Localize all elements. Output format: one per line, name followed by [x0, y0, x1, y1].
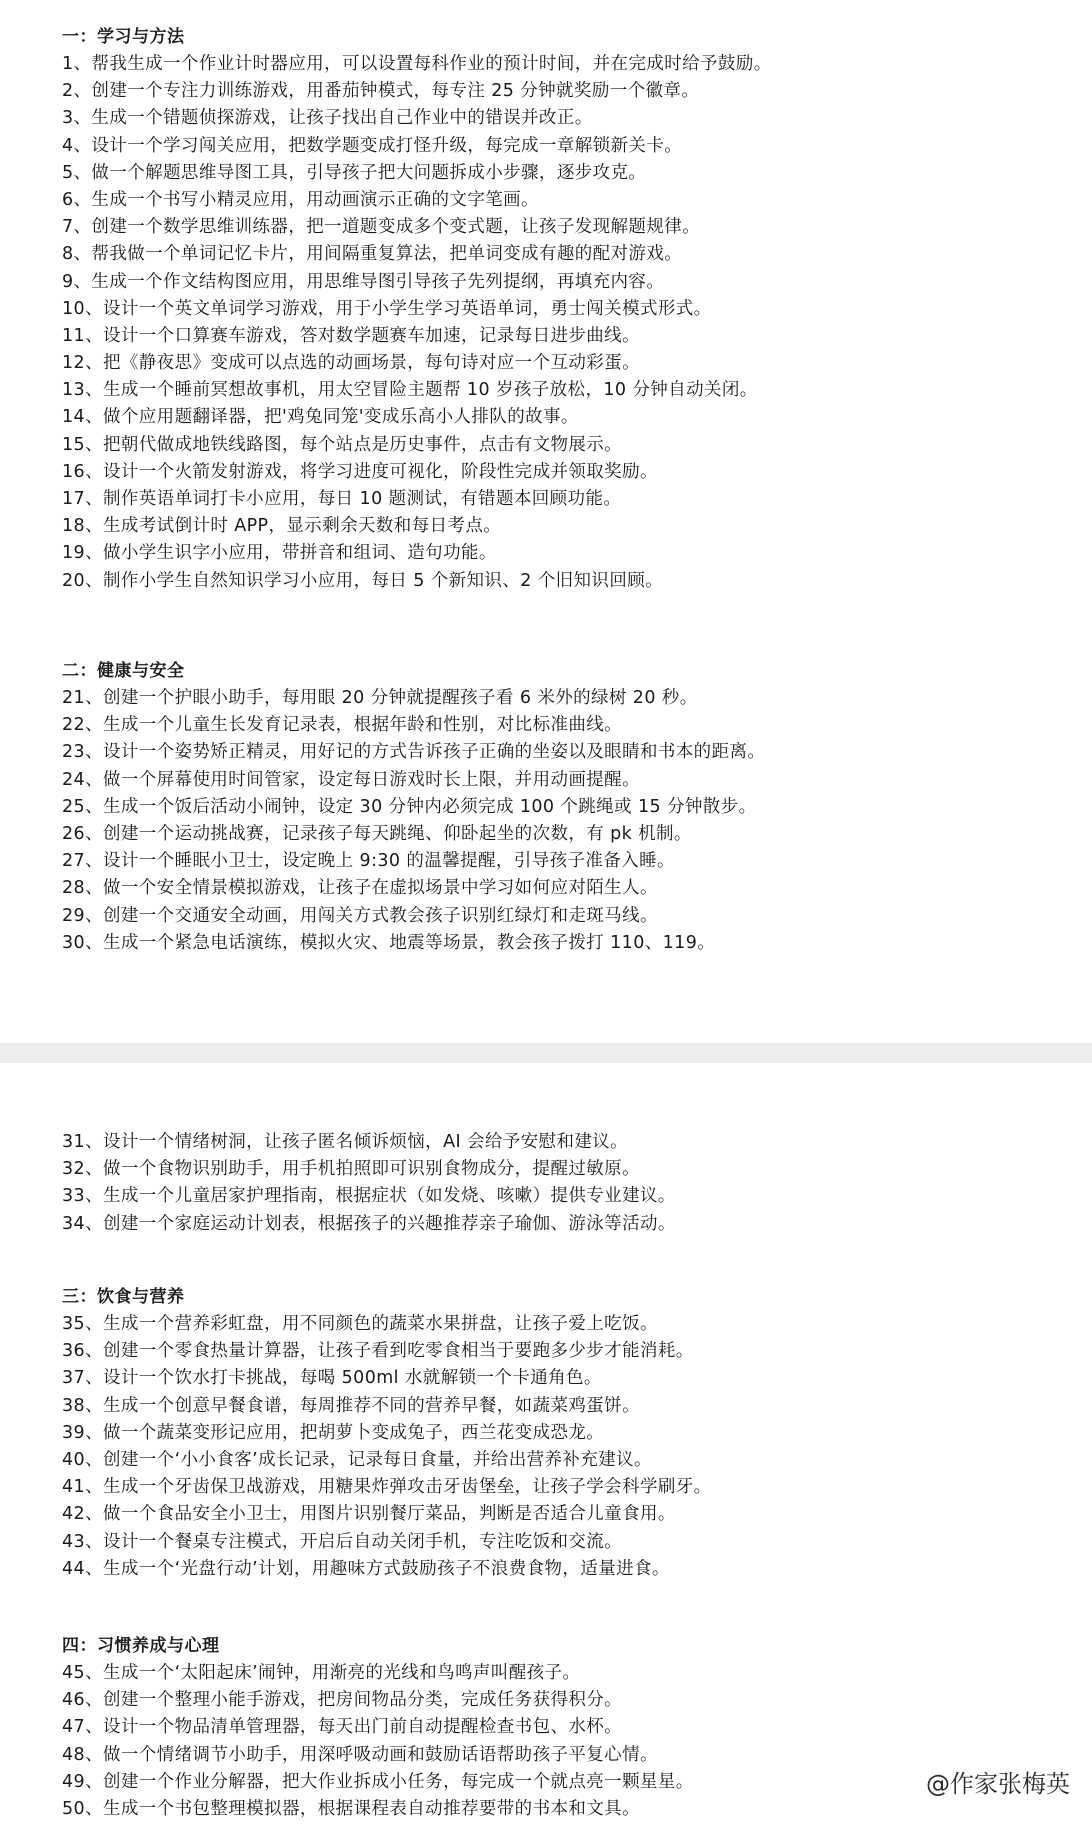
list-item: 9、生成一个作文结构图应用，用思维导图引导孩子先列提纲，再填充内容。: [62, 271, 665, 292]
list-item: 48、做一个情绪调节小助手，用深呼吸动画和鼓励话语帮助孩子平复心情。: [62, 1744, 658, 1765]
list-item: 14、做个应用题翻译器，把'鸡兔同笼'变成乐高小人排队的故事。: [62, 407, 579, 428]
list-item: 28、做一个安全情景模拟游戏，让孩子在虚拟场景中学习如何应对陌生人。: [62, 878, 658, 899]
list-item: 5、做一个解题思维导图工具，引导孩子把大问题拆成小步骤，逐步攻克。: [62, 162, 647, 183]
list-item: 39、做一个蔬菜变形记应用，把胡萝卜变成兔子，西兰花变成恐龙。: [62, 1422, 605, 1443]
list-item: 49、创建一个作业分解器，把大作业拆成小任务，每完成一个就点亮一颗星星。: [62, 1771, 694, 1792]
item-list: [62, 1660, 1072, 1823]
list-item: 50、生成一个书包整理模拟器，根据课程表自动推荐要带的书本和文具。: [62, 1798, 640, 1819]
list-item: 16、设计一个火箭发射游戏，将学习进度可视化，阶段性完成并领取奖励。: [62, 461, 658, 482]
section-heading: 四：习惯养成与心理: [62, 1636, 220, 1656]
list-item: 15、把朝代做成地铁线路图，每个站点是历史事件，点击有文物展示。: [62, 434, 623, 455]
section-heading: 三：饮食与营养: [62, 1287, 185, 1307]
list-item: 44、生成一个‘光盘行动’计划，用趣味方式鼓励孩子不浪费食物，适量进食。: [62, 1558, 670, 1579]
section-learning-methods: [62, 24, 1072, 595]
section-diet-nutrition: [62, 1284, 1072, 1583]
list-item: 31、设计一个情绪树洞，让孩子匿名倾诉烦恼，AI 会给予安慰和建议。: [62, 1132, 629, 1152]
list-item: 11、设计一个口算赛车游戏，答对数学题赛车加速，记录每日进步曲线。: [62, 325, 640, 346]
section-heading: 一：学习与方法: [62, 27, 185, 47]
list-item: 38、生成一个创意早餐食谱，每周推荐不同的营养早餐，如蔬菜鸡蛋饼。: [62, 1395, 640, 1416]
list-item: 2、创建一个专注力训练游戏，用番茄钟模式，每专注 25 分钟就奖励一个徽章。: [62, 81, 700, 102]
section-health-safety: [62, 658, 1072, 957]
list-item: 21、创建一个护眼小助手，每用眼 20 分钟就提醒孩子看 6 米外的绿树 20 秒。: [62, 688, 698, 708]
list-item: 45、生成一个‘太阳起床’闹钟，用渐亮的光线和鸟鸣声叫醒孩子。: [62, 1663, 581, 1683]
list-item: 34、创建一个家庭运动计划表，根据孩子的兴趣推荐亲子瑜伽、游泳等活动。: [62, 1213, 676, 1234]
item-list: [62, 51, 1072, 595]
list-item: 43、设计一个餐桌专注模式，开启后自动关闭手机，专注吃饭和交流。: [62, 1531, 623, 1552]
item-list: [62, 685, 1072, 957]
list-item: 20、制作小学生自然知识学习小应用，每日 5 个新知识、2 个旧知识回顾。: [62, 570, 664, 591]
list-item: 35、生成一个营养彩虹盘，用不同颜色的蔬菜水果拼盘，让孩子爱上吃饭。: [62, 1314, 658, 1334]
list-item: 42、做一个食品安全小卫士，用图片识别餐厅菜品，判断是否适合儿童食用。: [62, 1504, 676, 1525]
list-item: 10、设计一个英文单词学习游戏，用于小学生学习英语单词，勇士闯关模式形式。: [62, 298, 712, 319]
item-list: [62, 1129, 1072, 1238]
section-health-safety-continued: [62, 1129, 1072, 1238]
list-item: 18、生成考试倒计时 APP，显示剩余天数和每日考点。: [62, 516, 502, 537]
list-item: 7、创建一个数学思维训练器，把一道题变成多个变式题，让孩子发现解题规律。: [62, 217, 701, 238]
list-item: 41、生成一个牙齿保卫战游戏，用糖果炸弹攻击牙齿堡垒，让孩子学会科学刷牙。: [62, 1477, 712, 1498]
list-item: 6、生成一个书写小精灵应用，用动画演示正确的文字笔画。: [62, 189, 539, 210]
list-item: 33、生成一个儿童居家护理指南，根据症状（如发烧、咳嗽）提供专业建议。: [62, 1186, 676, 1207]
list-item: 23、设计一个姿势矫正精灵，用好记的方式告诉孩子正确的坐姿以及眼睛和书本的距离。: [62, 742, 766, 763]
list-item: 37、设计一个饮水打卡挑战，每喝 500ml 水就解锁一个卡通角色。: [62, 1368, 602, 1389]
section-habits-psychology: [62, 1633, 1072, 1823]
list-item: 17、制作英语单词打卡小应用，每日 10 题测试，有错题本回顾功能。: [62, 489, 622, 509]
item-list: [62, 1311, 1072, 1583]
author-watermark: @作家张梅英: [922, 1769, 1074, 1799]
list-item: 12、把《静夜思》变成可以点选的动画场景，每句诗对应一个互动彩蛋。: [62, 353, 640, 374]
list-item: 19、做小学生识字小应用，带拼音和组词、造句功能。: [62, 543, 497, 564]
list-item: 3、生成一个错题侦探游戏，让孩子找出自己作业中的错误并改正。: [62, 108, 593, 129]
list-item: 26、创建一个运动挑战赛，记录孩子每天跳绳、仰卧起坐的次数，有 pk 机制。: [62, 823, 692, 844]
list-item: 46、创建一个整理小能手游戏，把房间物品分类，完成任务获得积分。: [62, 1690, 623, 1711]
list-item: 8、帮我做一个单词记忆卡片，用间隔重复算法，把单词变成有趣的配对游戏。: [62, 244, 683, 265]
list-item: 4、设计一个学习闯关应用，把数学题变成打怪升级，每完成一章解锁新关卡。: [62, 135, 683, 156]
list-item: 22、生成一个儿童生长发育记录表，根据年龄和性别，对比标准曲线。: [62, 715, 623, 736]
list-item: 24、做一个屏幕使用时间管家，设定每日游戏时长上限，并用动画提醒。: [62, 769, 640, 790]
screenshot-divider: [0, 1043, 1092, 1063]
section-heading: 二：健康与安全: [62, 661, 185, 681]
list-item: 47、设计一个物品清单管理器，每天出门前自动提醒检查书包、水杯。: [62, 1717, 623, 1738]
list-item: 40、创建一个‘小小食客’成长记录，记录每日食量，并给出营养补充建议。: [62, 1449, 652, 1470]
list-item: 29、创建一个交通安全动画，用闯关方式教会孩子识别红绿灯和走斑马线。: [62, 905, 658, 926]
list-item: 30、生成一个紧急电话演练，模拟火灾、地震等场景，教会孩子拨打 110、119。: [62, 932, 716, 953]
list-item: 27、设计一个睡眠小卫士，设定晚上 9:30 的温馨提醒，引导孩子准备入睡。: [62, 851, 675, 872]
list-item: 13、生成一个睡前冥想故事机，用太空冒险主题帮 10 岁孩子放松，10 分钟自动关闭。: [62, 380, 758, 401]
list-item: 36、创建一个零食热量计算器，让孩子看到吃零食相当于要跑多少步才能消耗。: [62, 1341, 694, 1362]
list-item: 25、生成一个饭后活动小闹钟，设定 30 分钟内必须完成 100 个跳绳或 15 分钟散步。: [62, 796, 757, 817]
list-item: 1、帮我生成一个作业计时器应用，可以设置每科作业的预计时间，并在完成时给予鼓励。: [62, 54, 772, 74]
list-item: 32、做一个食物识别助手，用手机拍照即可识别食物成分，提醒过敏原。: [62, 1159, 640, 1180]
